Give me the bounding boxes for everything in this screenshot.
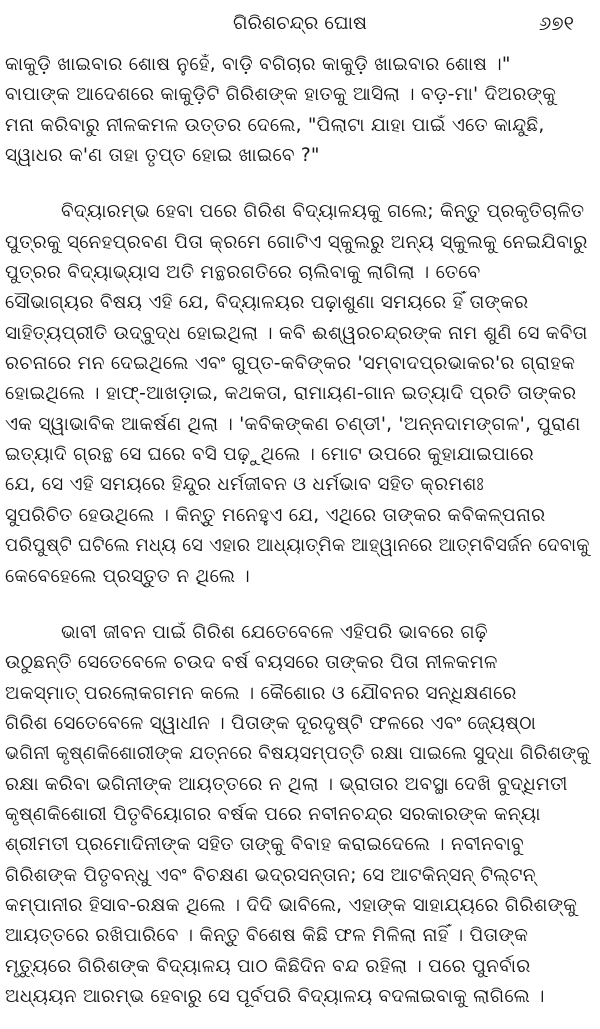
page-number: ୬୭୧ — [538, 11, 574, 35]
paragraph — [5, 50, 590, 171]
text-line: ବାପାଙ୍କ ଆଦେଶରେ କାକୁଡ଼ିଟି ଗିରିଶଙ୍କ ହାତକୁ ଆସିଲା । ବଡ଼-ମା' ଦିଅରଙ୍କୁ — [5, 84, 557, 106]
text-line: ଇତ୍ୟାଦି ଗ୍ରନ୍ଥ ସେ ଘରେ ବସି ପଢ଼ୁଥିଲେ । ମୋଟ ଉପରେ କୁହାଯାଇପାରେ — [5, 444, 534, 466]
page-header — [0, 6, 600, 40]
text-line: ସୌଭାଗ୍ୟର ବିଷୟ ଏହି ଯେ, ବିଦ୍ୟାଳୟର ପଢ଼ାଶୁଣା ସମୟରେ ହିଁ ତାଙ୍କର — [5, 292, 529, 314]
text-line: ପରିପୁଷ୍ଟି ଘଟିଲେ ମଧ୍ୟ ସେ ଏହାର ଆଧ୍ୟାତ୍ମିକ ଆହ୍ୱାନରେ ଆତ୍ମବିସର୍ଜନ ଦେବାକୁ — [5, 535, 590, 557]
paragraph — [5, 197, 590, 591]
text-line: ଶ୍ରୀମତୀ ପ୍ରମୋଦିନୀଙ୍କ ସହିତ ତାଙ୍କୁ ବିବାହ କରାଇଦେଲେ । ନବୀନବାବୁ — [5, 834, 524, 856]
text-line: ରକ୍ଷା କରିବା ଭଗିନୀଙ୍କ ଆୟତ୍ତରେ ନ ଥିଲା । ଭ୍ରାତାର ଅବସ୍ଥା ଦେଖି ବୁଦ୍ଧିମତୀ — [5, 773, 568, 795]
running-title: ଗିରିଶଚନ୍ଦ୍ର ଘୋଷ — [232, 12, 367, 34]
text-line: ବିଦ୍ୟାରମ୍ଭ ହେବା ପରେ ଗିରିଶ ବିଦ୍ୟାଳୟକୁ ଗଲେ; କିନ୍ତୁ ପ୍ରକୃତିଚାଳିତ — [61, 201, 585, 223]
text-line: ଏକ ସ୍ୱାଭାବିକ ଆକର୍ଷଣ ଥିଲା । 'କବିକଙ୍କଣ ଚଣ୍ଡୀ', 'ଅନ୍ନଦାମଙ୍ଗଳ', ପୁରାଣ — [5, 413, 581, 435]
text-line: କୃଷ୍ଣକିଶୋରୀ ପିତୃବିୟୋଗର ବର୍ଷକ ପରେ ନବୀନଚନ୍ଦ୍ର ସରକାରଙ୍କ କନ୍ୟା — [5, 803, 541, 825]
text-line: ଅକସ୍ମାତ୍ ପରଲୋକଗମନ କଲେ । କୈଶୋର ଓ ଯୌବନର ସନ୍ଧିକ୍ଷଣରେ — [5, 682, 517, 704]
text-line: ଗିରିଶ ସେତେବେଳେ ସ୍ୱାଧୀନ । ପିତାଙ୍କ ଦୂରଦୃଷ୍ଟି ଫଳରେ ଏବଂ ଜ୍ୟେଷ୍ଠା — [5, 712, 537, 734]
text-line: କମ୍ପାନୀର ହିସାବ-ରକ୍ଷକ ଥିଲେ । ଦିଦି ଭାବିଲେ, ଏହାଙ୍କ ସାହାଯ୍ୟରେ ଗିରିଶଙ୍କୁ — [5, 894, 578, 916]
text-line: ଗିରିଶଙ୍କ ପିତୃବନ୍ଧୁ ଏବଂ ବିଚକ୍ଷଣ ଭଦ୍ରସନ୍ତାନ; ସେ ଆଟକିନ୍‌ସନ୍ ଟିଲ୍‌ଟନ୍ — [5, 864, 536, 886]
text-line: ପୁତ୍ରର ବିଦ୍ୟାଭ୍ୟାସ ଅତି ମନ୍ଥରଗତିରେ ଚାଲିବାକୁ ଲାଗିଲା । ତେବେ — [5, 262, 481, 284]
text-line: ରଚନାରେ ମନ ଦେଇଥିଲେ ଏବଂ ଗୁପ୍ତ-କବିଙ୍କର 'ସମ୍ବାଦପ୍ରଭାକର'ର ଗ୍ରାହକ — [5, 353, 576, 375]
text-line: ଅଧ୍ୟୟନ ଆରମ୍ଭ ହେବାରୁ ସେ ପୂର୍ବପରି ବିଦ୍ୟାଳୟ ବଦଳାଇବାକୁ ଲାଗିଲେ । — [5, 985, 545, 1007]
text-line: ମନା କରିବାରୁ ନୀଳକମଳ ଉତ୍ତର ଦେଲେ, "ପିଲାଟା ଯାହା ପାଇଁ ଏତେ କାନ୍ଦୁଛି, — [5, 114, 545, 136]
text-line: ଉଠୁଛନ୍ତି ସେତେବେଳେ ଚଉଦ ବର୍ଷ ବୟସରେ ତାଙ୍କର ପିତା ନୀଳକମଳ — [5, 652, 498, 674]
body-text — [5, 50, 590, 1012]
text-line: ହୋଇଥିଲେ । ହାଫ୍-ଆଖଡ଼ାଇ, କଥକତା, ରାମାୟଣ-ଗାନ ଇତ୍ୟାଦି ପ୍ରତି ତାଙ୍କର — [5, 383, 577, 405]
text-line: ମୃତ୍ୟୁରେ ଗିରିଶଙ୍କ ବିଦ୍ୟାଳୟ ପାଠ କିଛିଦିନ ବନ୍ଦ ରହିଲା । ପରେ ପୁନର୍ବାର — [5, 955, 531, 977]
text-line: କାକୁଡ଼ି ଖାଇବାର ଶୋଷ ନୁହେଁ, ବାଡ଼ି ବଗିଚାର କାକୁଡ଼ି ଖାଇବାର ଶୋଷ ।" — [5, 54, 511, 75]
paragraph — [5, 618, 590, 1012]
text-line: ଯେ, ସେ ଏହି ସମୟରେ ହିନ୍ଦୁର ଧର୍ମଜୀବନ ଓ ଧର୍ମଭାବ ସହିତ କ୍ରମଶଃ — [5, 474, 484, 496]
text-line: ଭାବୀ ଜୀବନ ପାଇଁ ଗିରିଶ ଯେତେବେଳେ ଏହିପରି ଭାବରେ ଗଢ଼ି — [61, 621, 488, 643]
text-line: ସ୍ୱାଧର କ'ଣ ତାହା ତୃପ୍ତ ହୋଇ ଖାଇବେ ?" — [5, 145, 320, 167]
paragraph-gap — [5, 592, 590, 618]
text-line: ସାହିତ୍ୟପ୍ରୀତି ଉଦ୍‌ବୁଦ୍ଧ ହୋଇଥିଲା । କବି ଈଶ୍ୱରଚନ୍ଦ୍ରଙ୍କ ନାମ ଶୁଣି ସେ କବିତା — [5, 322, 588, 344]
text-line: ଆୟତ୍ତରେ ରଖିପାରିବେ । କିନ୍ତୁ ବିଶେଷ କିଛି ଫଳ ମିଳିଲା ନାହିଁ । ପିତାଙ୍କ — [5, 925, 529, 947]
text-line: ଭଗିନୀ କୃଷ୍ଣକିଶୋରୀଙ୍କ ଯତ୍ନରେ ବିଷୟସମ୍ପତ୍ତି ରକ୍ଷା ପାଇଲେ ସୁଦ୍ଧା ଗିରିଶଙ୍କୁ — [5, 743, 590, 765]
text-line: ପୁତ୍ରକୁ ସ୍ନେହପ୍ରବଣ ପିତା କ୍ରମେ ଗୋଟିଏ ସ୍କୁଲରୁ ଅନ୍ୟ ସ୍କୁଲକୁ ନେଇଯିବାରୁ — [5, 231, 588, 253]
text-line: କେବେହେଲେ ପ୍ରସ୍ତୁତ ନ ଥିଲେ । — [5, 565, 250, 587]
paragraph-gap — [5, 171, 590, 197]
text-line: ସୁପରିଚିତ ହେଉଥିଲେ । କିନ୍ତୁ ମନେହୁଏ ଯେ, ଏଥିରେ ତାଙ୍କର କବିକଳ୍ପନାର — [5, 504, 546, 526]
